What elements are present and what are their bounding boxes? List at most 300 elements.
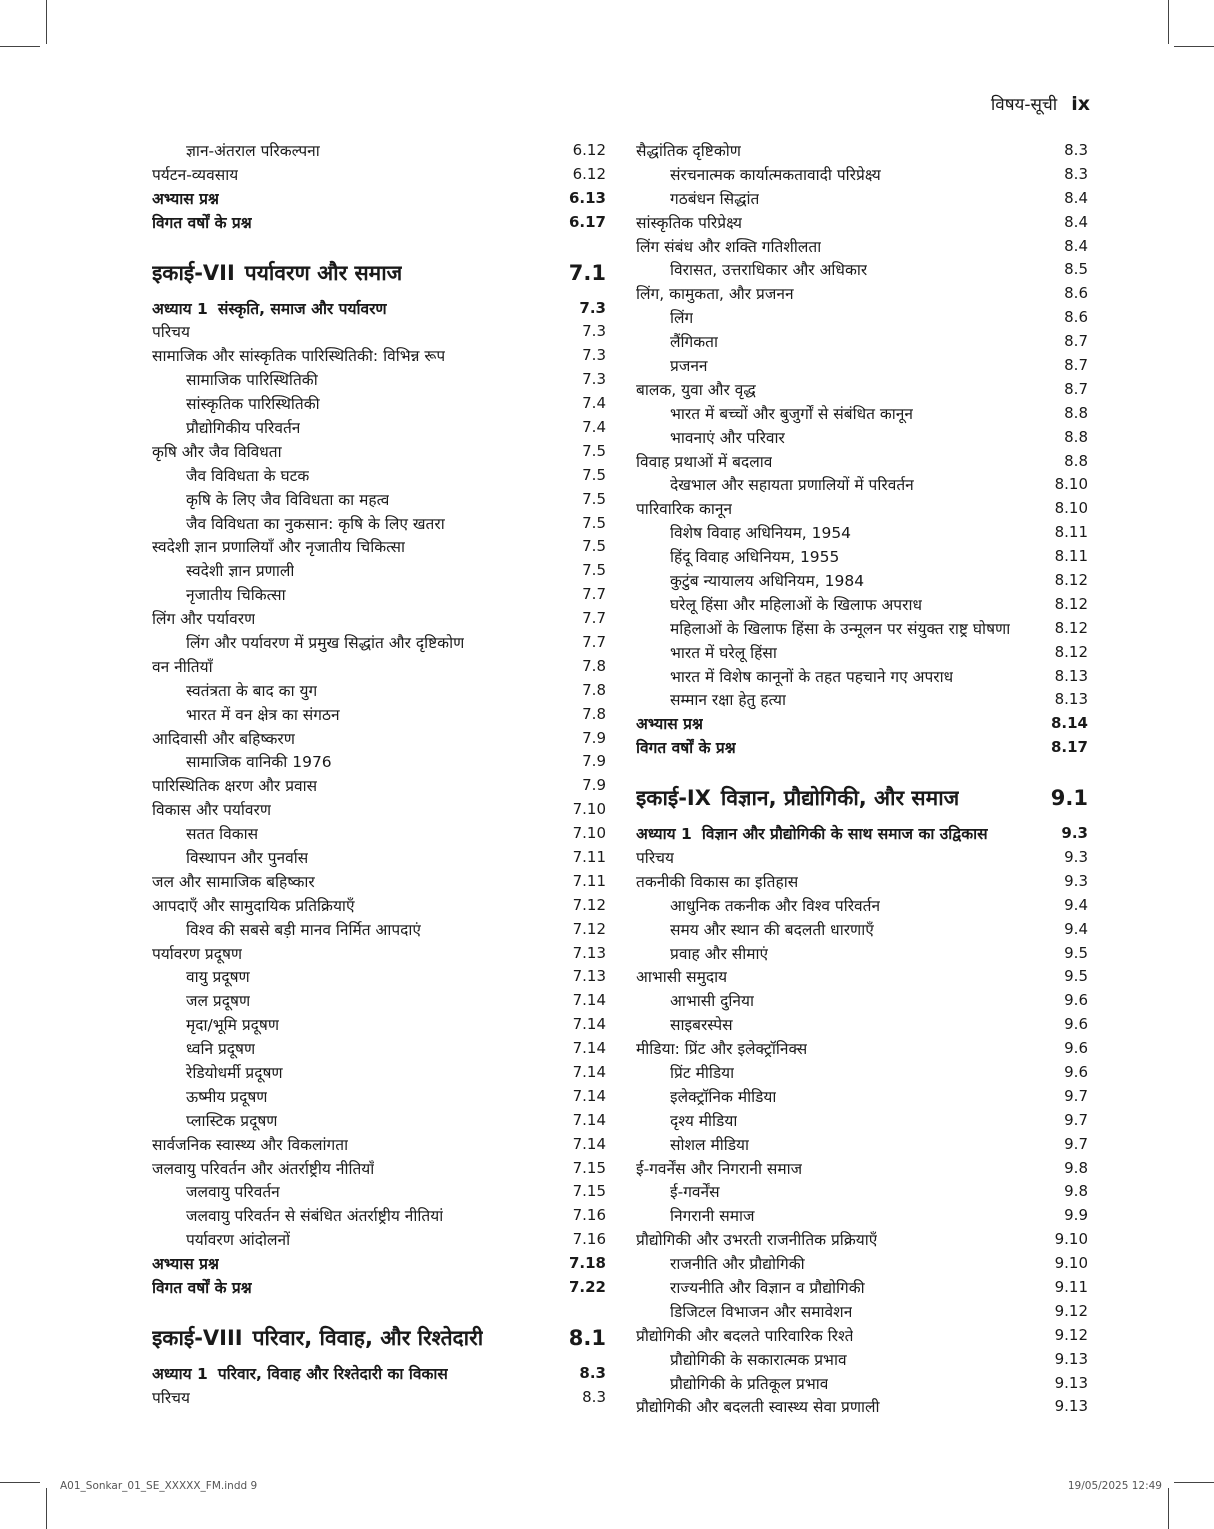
toc-entry-text: संस्कृति, समाज और पर्यावरण: [217, 299, 387, 318]
toc-entry: [636, 1251, 1088, 1275]
toc-page-number: 7.3: [582, 370, 606, 389]
toc-right-column: [636, 138, 1088, 1418]
toc-entry-title: [636, 1204, 755, 1226]
toc-page-number: 8.12: [1054, 594, 1088, 613]
toc-entry-text: प्रजनन: [670, 356, 708, 375]
toc-unit-heading: [152, 256, 606, 290]
toc-page-number: 6.13: [568, 188, 606, 207]
toc-page-number: 9.5: [1064, 943, 1088, 962]
toc-page-number: 6.17: [568, 212, 606, 231]
toc-entry-text: सोशल मीडिया: [670, 1135, 750, 1154]
toc-entry-title: [152, 1061, 283, 1083]
toc-entry-title: [152, 488, 389, 510]
toc-entry: [636, 1036, 1088, 1060]
toc-entry: [636, 735, 1088, 759]
toc-page-number: 9.8: [1064, 1158, 1088, 1177]
toc-entry-text: ज्ञान-अंतराल परिकल्पना: [186, 141, 320, 160]
chapter-label: अध्याय 1: [152, 1364, 208, 1383]
toc-entry-title: [636, 521, 851, 543]
toc-entry-text: पर्यावरण प्रदूषण: [152, 944, 243, 963]
footer-file-name: A01_Sonkar_01_SE_XXXXX_FM.indd 9: [60, 1480, 258, 1492]
toc-entry-title: [636, 235, 821, 257]
toc-entry-title: [152, 1362, 448, 1384]
toc-entry: [636, 1203, 1088, 1227]
toc-entry: [636, 941, 1088, 965]
toc-page-number: 7.9: [582, 728, 606, 747]
toc-entry: [636, 162, 1088, 186]
toc-entry: [152, 869, 606, 893]
toc-entry-text: जलवायु परिवर्तन और अंतर्राष्ट्रीय नीतियाँ: [152, 1159, 375, 1178]
toc-entry-title: [152, 1228, 290, 1250]
toc-entry: [636, 711, 1088, 735]
toc-entry-title: [636, 965, 727, 987]
toc-entry-title: [152, 798, 271, 820]
toc-entry-text: जल प्रदूषण: [186, 992, 251, 1011]
chapter-label: अध्याय 1: [636, 825, 692, 844]
toc-entry-title: [152, 631, 464, 653]
toc-entry-title: [636, 1157, 802, 1179]
toc-entry-title: [636, 665, 953, 687]
toc-entry-title: [636, 545, 839, 567]
toc-page-number: 8.5: [1064, 260, 1088, 279]
toc-entry-title: [152, 1109, 277, 1131]
toc-page-number: 7.3: [582, 322, 606, 341]
crop-mark-bottom-left-h: [0, 1482, 40, 1483]
toc-entry: [152, 630, 606, 654]
toc-entry-text: कृषि और जैव विविधता: [152, 442, 282, 461]
toc-entry-text: डिजिटल विभाजन और समावेशन: [670, 1302, 853, 1321]
toc-page-number: 9.11: [1054, 1278, 1088, 1297]
toc-entry: [152, 845, 606, 869]
toc-entry-title: [152, 607, 255, 629]
toc-entry: [636, 377, 1088, 401]
toc-entry-title: [636, 641, 777, 663]
toc-entry-text: ऊष्मीय प्रदूषण: [186, 1087, 268, 1106]
toc-entry-title: [152, 368, 318, 390]
toc-page-number: 9.13: [1054, 1373, 1088, 1392]
toc-entry: [636, 1323, 1088, 1347]
toc-page-number: 7.14: [572, 1015, 606, 1034]
crop-mark-bottom-left: [46, 1488, 47, 1529]
toc-page-number: 8.8: [1064, 403, 1088, 422]
toc-page-number: 7.1: [568, 260, 606, 285]
toc-page-number: 7.10: [572, 824, 606, 843]
toc-entry-title: [636, 402, 913, 424]
crop-mark-bottom-right: [1168, 1488, 1169, 1529]
toc-entry-title: [152, 1276, 252, 1298]
toc-entry-text: सामाजिक और सांस्कृतिक पारिस्थितिकी: विभिन्न रूप: [152, 347, 446, 366]
toc-entry: [152, 138, 606, 162]
toc-entry-text: भावनाएं और परिवार: [670, 428, 785, 447]
toc-entry-title: [636, 942, 768, 964]
toc-entry-text: भारत में घरेलू हिंसा: [670, 643, 777, 662]
toc-entry-text: नृजातीय चिकित्सा: [186, 586, 286, 605]
toc-page-number: 9.9: [1064, 1206, 1088, 1225]
toc-page-number: 9.3: [1064, 847, 1088, 866]
toc-entry-text: जलवायु परिवर्तन: [186, 1183, 280, 1202]
toc-entry: [152, 367, 606, 391]
toc-page-number: 9.1: [1050, 786, 1088, 811]
toc-page-number: 7.14: [572, 991, 606, 1010]
toc-entry: [636, 210, 1088, 234]
toc-entry: [636, 281, 1088, 305]
toc-entry-text: विवाह प्रथाओं में बदलाव: [636, 452, 773, 471]
toc-entry-text: परिचय: [636, 848, 674, 867]
toc-entry: [636, 1347, 1088, 1371]
running-head: [991, 92, 1090, 115]
toc-page-number: 8.10: [1054, 475, 1088, 494]
toc-entry-text: पर्यावरण आंदोलनों: [186, 1231, 291, 1250]
toc-entry-text: पारिस्थितिक क्षरण और प्रवास: [152, 777, 318, 796]
toc-entry-title: [152, 846, 308, 868]
toc-entry-text: भारत में वन क्षेत्र का संगठन: [186, 705, 340, 724]
toc-page-number: 9.6: [1064, 1063, 1088, 1081]
toc-page-number: 9.12: [1054, 1301, 1088, 1320]
toc-entry: [636, 401, 1088, 425]
toc-entry-title: [152, 655, 213, 677]
toc-entry-title: [636, 258, 867, 280]
toc-page-number: 9.3: [1061, 824, 1088, 843]
toc-entry-text: निगरानी समाज: [670, 1207, 755, 1226]
toc-entry-text: लिंग, कामुकता, और प्रजनन: [636, 285, 794, 304]
toc-entry-title: [636, 378, 756, 400]
toc-entry-title: [636, 1061, 734, 1083]
toc-page-number: 7.5: [582, 465, 606, 484]
toc-page-number: 9.8: [1064, 1182, 1088, 1201]
toc-entry-title: [152, 1324, 483, 1352]
toc-entry-title: [152, 297, 387, 319]
toc-entry-title: [636, 139, 741, 161]
toc-entry-title: [636, 1300, 852, 1322]
toc-page-number: 8.10: [1054, 499, 1088, 518]
toc-entry-text: घरेलू हिंसा और महिलाओं के खिलाफ अपराध: [670, 595, 922, 614]
toc-entry-text: सतत विकास: [186, 825, 259, 844]
toc-entry-title: [152, 535, 405, 557]
toc-page-number: 9.13: [1054, 1349, 1088, 1368]
crop-mark-bottom-right-h: [1174, 1482, 1214, 1483]
crop-mark-top-right-h: [1174, 46, 1214, 47]
running-head-title: विषय-सूची: [990, 95, 1058, 115]
toc-page-number: 9.7: [1064, 1134, 1088, 1153]
toc-entry-text: देखभाल और सहायता प्रणालियों में परिवर्तन: [670, 476, 914, 495]
toc-entry-text: परिचय: [152, 323, 190, 342]
toc-entry-title: [152, 1204, 443, 1226]
toc-entry-text: मीडिया: प्रिंट और इलेक्ट्रॉनिक्स: [636, 1040, 808, 1059]
toc-entry-text: राज्यनीति और विज्ञान व प्रौद्योगिकी: [670, 1279, 865, 1298]
toc-entry-text: स्वतंत्रता के बाद का युग: [186, 681, 318, 700]
toc-entry-title: [636, 712, 703, 734]
toc-entry: [636, 1156, 1088, 1180]
toc-page-number: 7.5: [582, 537, 606, 556]
toc-entry-text: तकनीकी विकास का इतिहास: [636, 872, 799, 891]
toc-entry-title: [152, 727, 295, 749]
toc-entry-title: [152, 894, 355, 916]
toc-entry-title: [152, 1252, 219, 1274]
toc-entry-text: सामाजिक पारिस्थितिकी: [186, 371, 318, 390]
toc-entry-title: [152, 918, 421, 940]
toc-entry-title: [636, 846, 674, 868]
toc-entry: [636, 1275, 1088, 1299]
toc-page-number: 8.12: [1054, 618, 1088, 637]
toc-entry: [636, 917, 1088, 941]
toc-entry-text: आपदाएँ और सामुदायिक प्रतिक्रियाएँ: [152, 896, 355, 915]
toc-entry-text: परिवार, विवाह और रिश्तेदारी का विकास: [217, 1364, 448, 1383]
toc-page-number: 7.8: [582, 656, 606, 675]
toc-page-number: 7.9: [582, 752, 606, 771]
toc-entry-text: प्रिंट मीडिया: [670, 1064, 735, 1082]
crop-mark-top-left: [46, 0, 47, 44]
toc-chapter-heading: [152, 1361, 606, 1385]
toc-entry-text: महिलाओं के खिलाफ हिंसा के उन्मूलन पर संयुक्त राष्ट्र घोषणा: [670, 619, 1011, 638]
toc-entry-text: सामाजिक वानिकी 1976: [186, 753, 332, 772]
toc-entry-title: [152, 392, 320, 414]
toc-entry-title: [636, 688, 786, 710]
toc-entry-text: विस्थापन और पुनर्वास: [186, 848, 309, 867]
toc-page-number: 7.12: [572, 895, 606, 914]
toc-entry-text: विज्ञान और प्रौद्योगिकी के साथ समाज का उद्विकास: [701, 825, 988, 844]
toc-entry: [152, 534, 606, 558]
toc-page-number: 7.3: [582, 346, 606, 365]
toc-page-number: 8.13: [1054, 666, 1088, 685]
toc-entry-title: [152, 679, 317, 701]
toc-page-number: 7.13: [572, 967, 606, 986]
toc-page-number: 8.14: [1050, 714, 1088, 733]
toc-entry: [152, 391, 606, 415]
toc-entry-title: [636, 1013, 733, 1035]
toc-unit-heading: [636, 781, 1088, 815]
toc-entry: [152, 463, 606, 487]
toc-page-number: 7.14: [572, 1086, 606, 1105]
toc-page-number: 7.7: [582, 585, 606, 604]
toc-entry-title: [152, 1157, 374, 1179]
toc-page-number: 7.16: [572, 1230, 606, 1249]
toc-entry-title: [152, 1013, 279, 1035]
toc-entry-text: ई-गवर्नेंस और निगरानी समाज: [636, 1159, 803, 1178]
toc-entry: [152, 210, 606, 234]
toc-entry-title: [636, 426, 785, 448]
toc-page-number: 7.5: [582, 489, 606, 508]
toc-entry: [636, 520, 1088, 544]
toc-page-number: 9.10: [1054, 1254, 1088, 1273]
toc-entry-text: पारिवारिक कानून: [636, 500, 733, 519]
toc-entry-text: स्वदेशी ज्ञान प्रणालियाँ और नृजातीय चिकित्सा: [152, 538, 406, 557]
toc-page-number: 9.6: [1064, 991, 1088, 1010]
toc-page-number: 9.12: [1054, 1325, 1088, 1344]
toc-entry-text: पर्यावरण और समाज: [244, 260, 403, 285]
toc-entry-title: [636, 1180, 720, 1202]
toc-entry: [152, 1084, 606, 1108]
toc-entry: [152, 1385, 606, 1409]
toc-entry-text: वन नीतियाँ: [152, 657, 213, 676]
toc-page-number: 8.3: [579, 1363, 606, 1382]
toc-entry-title: [636, 497, 732, 519]
toc-page-number: 7.9: [582, 776, 606, 795]
toc-entry-title: [152, 464, 309, 486]
toc-page-number: 7.14: [572, 1039, 606, 1058]
toc-entry-text: समय और स्थान की बदलती धारणाएँ: [670, 920, 874, 939]
toc-entry-title: [636, 330, 718, 352]
toc-entry: [152, 773, 606, 797]
toc-page-number: 9.7: [1064, 1110, 1088, 1129]
toc-entry-text: राजनीति और प्रौद्योगिकी: [670, 1255, 805, 1274]
toc-entry-text: जैव विविधता का नुकसान: कृषि के लिए खतरा: [186, 514, 445, 533]
toc-entry-text: सैद्धांतिक दृष्टिकोण: [636, 141, 741, 160]
toc-entry: [152, 162, 606, 186]
toc-entry: [636, 138, 1088, 162]
toc-page-number: 7.7: [582, 632, 606, 651]
toc-entry-text: जलवायु परिवर्तन से संबंधित अंतर्राष्ट्रीय नीतियां: [186, 1207, 444, 1226]
toc-entry-text: ई-गवर्नेंस: [670, 1183, 720, 1202]
toc-entry-text: रेडियोधर्मी प्रदूषण: [186, 1064, 283, 1082]
toc-page-number: 7.4: [582, 417, 606, 436]
toc-entry: [152, 415, 606, 439]
toc-entry: [152, 1156, 606, 1180]
toc-page-number: 8.3: [582, 1387, 606, 1406]
unit-label: इकाई-VII: [152, 260, 235, 285]
toc-entry-text: विगत वर्षों के प्रश्न: [152, 1279, 252, 1298]
toc-entry-title: [152, 1180, 280, 1202]
toc-entry: [152, 511, 606, 535]
toc-entry-text: साइबरस्पेस: [670, 1016, 733, 1035]
toc-entry-text: परिवार, विवाह, और रिश्तेदारी: [252, 1325, 484, 1350]
toc-entry-text: स्वदेशी ज्ञान प्रणाली: [186, 562, 295, 581]
toc-page-number: 8.7: [1064, 379, 1088, 398]
toc-entry-text: आधुनिक तकनीक और विश्व परिवर्तन: [670, 896, 881, 915]
toc-entry: [636, 1060, 1088, 1084]
toc-entry: [152, 797, 606, 821]
toc-entry: [152, 1060, 606, 1084]
crop-mark-top-left-h: [0, 46, 40, 47]
toc-entry: [636, 234, 1088, 258]
toc-entry-text: प्लास्टिक प्रदूषण: [186, 1111, 278, 1130]
toc-entry-title: [636, 1372, 828, 1394]
toc-entry: [636, 664, 1088, 688]
toc-entry-title: [636, 870, 798, 892]
toc-page-number: 7.4: [582, 394, 606, 413]
toc-page-number: 7.3: [579, 298, 606, 317]
toc-entry-title: [152, 750, 332, 772]
toc-entry: [152, 726, 606, 750]
toc-page-number: 9.7: [1064, 1086, 1088, 1105]
toc-page-number: 7.5: [582, 441, 606, 460]
toc-entry: [152, 654, 606, 678]
toc-entry: [152, 343, 606, 367]
toc-chapter-heading: [152, 296, 606, 320]
toc-entry: [636, 616, 1088, 640]
toc-entry-text: जैव विविधता के घटक: [186, 466, 310, 485]
toc-entry-text: प्रौद्योगिकी के प्रतिकूल प्रभाव: [670, 1374, 829, 1393]
toc-entry-text: कृषि के लिए जैव विविधता का महत्व: [186, 490, 390, 509]
toc-entry-title: [636, 1276, 865, 1298]
toc-entry-text: सांस्कृतिक पारिस्थितिकी: [186, 395, 320, 414]
toc-entry-text: जल और सामाजिक बहिष्कार: [152, 872, 315, 891]
toc-entry: [152, 1203, 606, 1227]
toc-entry-title: [636, 784, 959, 812]
toc-entry-title: [636, 1324, 853, 1346]
toc-entry: [636, 425, 1088, 449]
toc-entry: [152, 582, 606, 606]
toc-entry-title: [152, 1133, 348, 1155]
toc-entry: [636, 1180, 1088, 1204]
toc-entry-title: [152, 163, 238, 185]
toc-entry: [636, 869, 1088, 893]
toc-entry-title: [636, 1133, 749, 1155]
toc-entry: [636, 965, 1088, 989]
toc-page-number: 8.8: [1064, 451, 1088, 470]
toc-entry: [636, 640, 1088, 664]
toc-entry-text: बालक, युवा और वृद्ध: [636, 380, 756, 399]
toc-entry-text: हिंदू विवाह अधिनियम, 1955: [670, 548, 840, 567]
toc-entry: [152, 439, 606, 463]
toc-page-number: 8.17: [1050, 738, 1088, 757]
toc-page-number: 8.8: [1064, 427, 1088, 446]
toc-entry: [636, 1132, 1088, 1156]
toc-entry: [152, 821, 606, 845]
toc-entry-title: [636, 1037, 807, 1059]
toc-page-number: 7.18: [568, 1254, 606, 1273]
toc-entry-text: लिंग: [670, 309, 694, 328]
toc-entry-text: परिचय: [152, 1388, 190, 1407]
toc-entry-title: [636, 1252, 805, 1274]
toc-entry: [636, 1299, 1088, 1323]
toc-entry-text: विकास और पर्यावरण: [152, 801, 272, 820]
toc-page-number: 7.15: [572, 1182, 606, 1201]
toc-entry-title: [636, 1085, 776, 1107]
toc-entry-text: पर्यटन-व्यवसाय: [152, 165, 239, 184]
toc-entry-title: [152, 1037, 255, 1059]
toc-entry: [636, 1108, 1088, 1132]
toc-entry: [152, 186, 606, 210]
toc-entry-title: [152, 1386, 190, 1408]
toc-entry: [636, 568, 1088, 592]
toc-entry-text: कुटुंब न्यायालय अधिनियम, 1984: [670, 571, 865, 590]
toc-entry-title: [636, 450, 772, 472]
toc-entry-text: सम्मान रक्षा हेतु हत्या: [670, 691, 787, 710]
toc-page-number: 8.12: [1054, 570, 1088, 589]
toc-entry: [152, 893, 606, 917]
toc-page-number: 7.16: [572, 1206, 606, 1225]
toc-entry-title: [152, 440, 282, 462]
toc-entry-text: अभ्यास प्रश्न: [152, 189, 219, 208]
toc-entry-text: प्रौद्योगिकी और बदलती स्वास्थ्य सेवा प्रणाली: [636, 1398, 880, 1417]
toc-entry-title: [152, 187, 219, 209]
toc-entry: [152, 1108, 606, 1132]
toc-entry: [636, 257, 1088, 281]
toc-entry-text: प्रवाह और सीमाएं: [670, 944, 769, 963]
toc-entry-title: [152, 703, 340, 725]
toc-page-number: 7.14: [572, 1110, 606, 1129]
toc-entry: [636, 687, 1088, 711]
toc-entry-text: इलेक्ट्रॉनिक मीडिया: [670, 1087, 777, 1106]
toc-page-number: 7.8: [582, 680, 606, 699]
toc-entry-text: भारत में बच्चों और बुजुर्गों से संबंधित कानून: [670, 404, 913, 423]
toc-entry-text: प्रौद्योगिकीय परिवर्तन: [186, 418, 301, 437]
toc-entry-text: लिंग संबंध और शक्ति गतिशीलता: [636, 237, 822, 256]
toc-entry-text: आदिवासी और बहिष्करण: [152, 729, 295, 748]
toc-page-number: 7.7: [582, 609, 606, 628]
toc-unit-heading: [152, 1321, 606, 1355]
toc-entry-text: अभ्यास प्रश्न: [636, 715, 703, 734]
toc-page-number: 9.3: [1064, 871, 1088, 890]
toc-page-number: 7.8: [582, 704, 606, 723]
crop-mark-top-right: [1168, 0, 1169, 44]
toc-entry-title: [636, 894, 880, 916]
toc-entry: [636, 305, 1088, 329]
toc-entry: [152, 941, 606, 965]
toc-entry: [636, 329, 1088, 353]
toc-entry: [152, 1180, 606, 1204]
toc-entry: [636, 544, 1088, 568]
